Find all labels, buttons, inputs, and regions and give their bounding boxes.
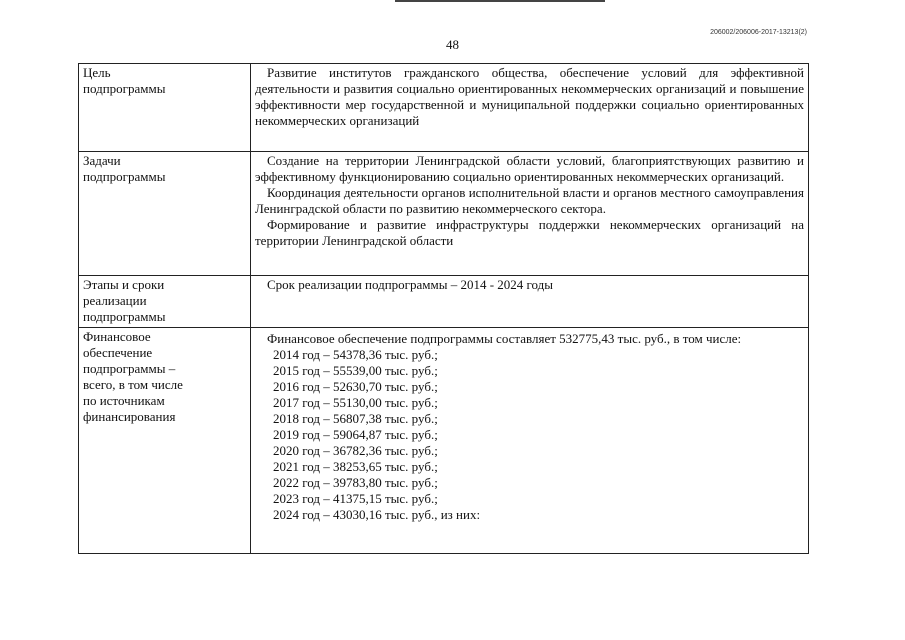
row-content [251,276,809,328]
year-amount: 2017 год – 55130,00 тыс. руб.; [273,395,438,410]
passport-table [78,63,809,554]
row-label [79,328,251,554]
label-line: реализации [83,293,147,308]
page-number: 48 [446,37,459,52]
paragraph: Срок реализации подпрограммы – 2014 - 2024 годы [267,277,554,292]
row-content [251,152,809,276]
year-amount: 2020 год – 36782,36 тыс. руб.; [273,443,438,458]
label-line: по источникам [83,393,165,408]
year-amount: 2014 год – 54378,36 тыс. руб.; [273,347,438,362]
label-line: Задачи [83,153,121,168]
table-row-tasks [79,152,809,276]
label-line: финансирования [83,409,176,424]
label-line: подпрограммы [83,309,166,324]
year-amount: 2023 год – 41375,15 тыс. руб.; [273,491,438,506]
year-amount: 2018 год – 56807,38 тыс. руб.; [273,411,438,426]
label-line: всего, в том числе [83,377,183,392]
row-label [79,64,251,152]
year-amount: 2022 год – 39783,80 тыс. руб.; [273,475,438,490]
paragraph: Формирование и развитие инфраструктуры поддержки некоммерческих организаций на территории Ленинградской области [255,217,804,248]
paragraph: Создание на территории Ленинградской области условий, благоприятствующих развитию и эффективному функционированию социально ориентированных некоммерческих организаций. [255,153,804,184]
year-amount: 2024 год – 43030,16 тыс. руб., из них: [273,507,481,522]
year-amount: 2021 год – 38253,65 тыс. руб.; [273,459,438,474]
top-edge-line [395,0,605,2]
label-line: Финансовое [83,329,151,344]
row-content [251,328,809,554]
label-line: подпрограммы [83,81,166,96]
label-line: обеспечение [83,345,153,360]
paragraph: Развитие институтов гражданского общества, обеспечение условий для эффективной деятельности и развития социально ориентированных некоммерческих организаций и повышение эффективности мер государственной и муниципальной поддержки социально ориентированных некоммерческих организаций [255,65,804,128]
paragraph: Финансовое обеспечение подпрограммы составляет 532775,43 тыс. руб., в том числе: [267,331,742,346]
row-label [79,152,251,276]
year-amount: 2015 год – 55539,00 тыс. руб.; [273,363,438,378]
document-id: 206002/206006-2017-13213(2) [710,29,807,36]
label-line: подпрограммы – [83,361,176,376]
row-content [251,64,809,152]
table-row-financing [79,328,809,554]
paragraph: Координация деятельности органов исполнительной власти и органов местного самоуправления Ленинградской области по развитию некоммерческого сектора. [255,185,804,216]
table-row-goal [79,64,809,152]
year-amount: 2019 год – 59064,87 тыс. руб.; [273,427,438,442]
table-row-stages [79,276,809,328]
label-line: подпрограммы [83,169,166,184]
row-label [79,276,251,328]
label-line: Цель [83,65,111,80]
year-amount: 2016 год – 52630,70 тыс. руб.; [273,379,438,394]
label-line: Этапы и сроки [83,277,165,292]
